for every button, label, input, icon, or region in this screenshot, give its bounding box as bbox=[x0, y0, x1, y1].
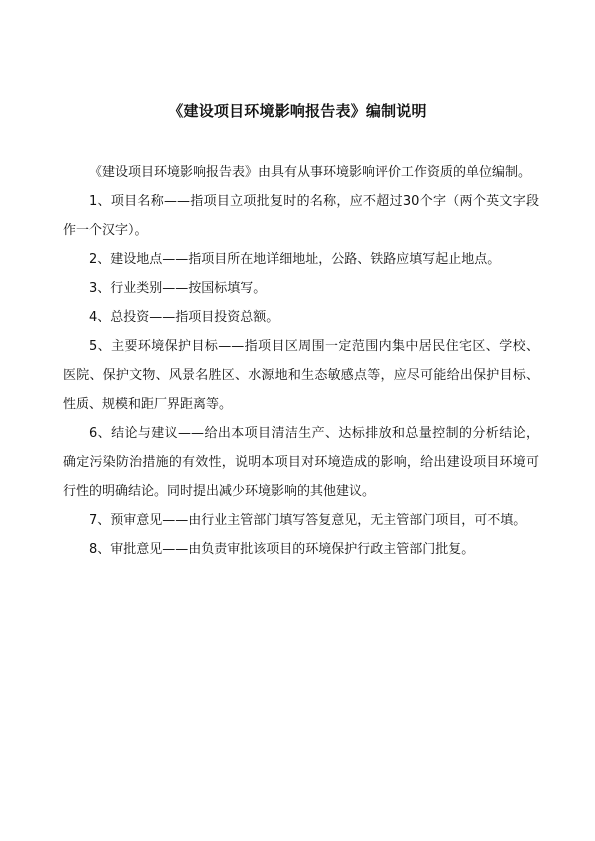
paragraph-item-3: 3、行业类别——按国标填写。 bbox=[89, 281, 267, 296]
paragraph-item-5: 5、主要环境保护目标——指项目区周围一定范围内集中居民住宅区、学校、医院、保护文物、风景名胜区、水源地和生态敏感点等，应尽可能给出保护目标、性质、规模和距厂界距离等。 bbox=[63, 339, 539, 412]
paragraph-item-2: 2、建设地点——指项目所在地详细地址，公路、铁路应填写起止地点。 bbox=[89, 252, 501, 267]
paragraph-intro: 《建设项目环境影响报告表》由具有从事环境影响评价工作资质的单位编制。 bbox=[89, 165, 532, 180]
paragraph-item-4: 4、总投资——指项目投资总额。 bbox=[89, 310, 280, 325]
document-body bbox=[63, 158, 539, 564]
paragraph-item-7: 7、预审意见——由行业主管部门填写答复意见，无主管部门项目，可不填。 bbox=[89, 513, 527, 528]
paragraph-item-6: 6、结论与建议——给出本项目清洁生产、达标排放和总量控制的分析结论，确定污染防治措施的有效性，说明本项目对环境造成的影响，给出建设项目环境可行性的明确结论。同时提出减少环境影响的其他建议。 bbox=[63, 426, 539, 499]
paragraph-item-8: 8、审批意见——由负责审批该项目的环境保护行政主管部门批复。 bbox=[89, 542, 475, 557]
paragraph-item-1: 1、项目名称——指项目立项批复时的名称，应不超过30个字（两个英文字段作一个汉字）。 bbox=[63, 194, 539, 238]
document-title: 《建设项目环境影响报告表》编制说明 bbox=[168, 102, 427, 120]
